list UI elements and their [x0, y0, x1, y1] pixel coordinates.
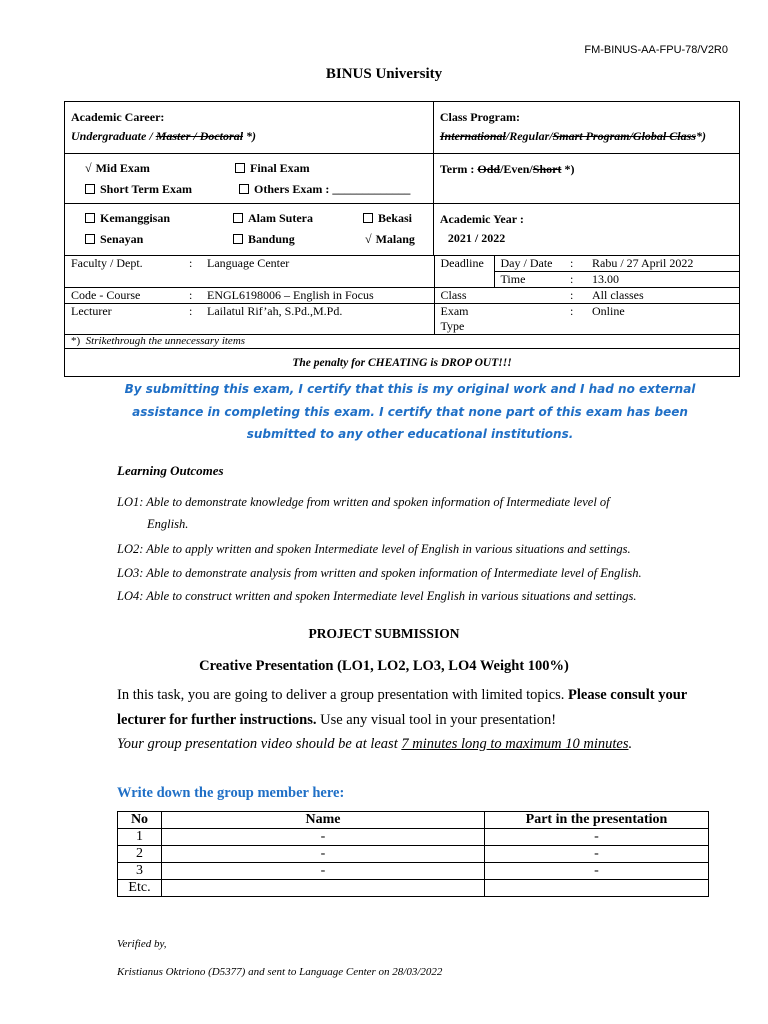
- day-date-label: Day / Date: [494, 256, 566, 272]
- academic-career-value: [71, 129, 427, 144]
- senayan-label: Senayan: [100, 232, 144, 246]
- column-header: No: [118, 812, 162, 829]
- member-name[interactable]: -: [162, 863, 485, 880]
- short-term-exam-label: Short Term Exam: [100, 182, 193, 196]
- learning-outcome-lo1: [117, 491, 717, 535]
- member-name[interactable]: [162, 880, 485, 897]
- colon: :: [566, 256, 586, 272]
- checkbox-icon: [239, 184, 249, 194]
- code-label: Code - Course: [71, 288, 141, 302]
- member-name[interactable]: -: [162, 846, 485, 863]
- lecturer-row: [65, 304, 434, 335]
- malang-label: Malang: [375, 232, 415, 246]
- checkbox-icon: [235, 163, 245, 173]
- column-header: Part in the presentation: [485, 812, 709, 829]
- task-bold: Please consult your lecturer for further instructions.: [117, 687, 687, 728]
- program-struck-international: International: [439, 129, 506, 143]
- option-short-term-exam: [85, 182, 239, 197]
- verified-by: Verified by,: [117, 938, 167, 950]
- university-title: BINUS University: [325, 66, 443, 82]
- verification-note: Kristianus Oktriono (D5377) and sent to Language Center on 28/03/2022: [117, 966, 443, 978]
- asterisk-mark: *): [71, 335, 81, 347]
- time-label: Time: [500, 272, 526, 286]
- member-no: 2: [118, 846, 162, 863]
- details-cell: [65, 256, 740, 335]
- member-no: 1: [118, 829, 162, 846]
- career-struck: Master / Doctoral: [155, 129, 244, 143]
- time-value: 13.00: [592, 272, 619, 286]
- member-part[interactable]: -: [485, 829, 709, 846]
- learning-outcome-lo4: LO4: Able to construct written and spoken Intermediate level English in various situations and settings.: [117, 589, 637, 603]
- option-alam-sutera: [233, 211, 363, 226]
- duration-underlined: 7 minutes long to maximum 10 minutes: [401, 736, 629, 752]
- program-suffix: *): [695, 129, 706, 143]
- checkbox-icon: [233, 234, 243, 244]
- member-no: 3: [118, 863, 162, 880]
- term-prefix: Term :: [439, 162, 478, 176]
- table-row: [118, 880, 709, 897]
- option-bandung: [233, 232, 365, 247]
- colon: :: [189, 288, 193, 302]
- exam-header-table: [64, 101, 740, 377]
- colon: :: [189, 304, 193, 318]
- learning-outcomes-heading: Learning Outcomes: [117, 463, 224, 478]
- class-program-value: [440, 129, 733, 144]
- exam-type-options-cell: [65, 154, 434, 204]
- task-description: [117, 683, 727, 757]
- checkbox-icon: [233, 213, 243, 223]
- duration-line: [117, 732, 727, 757]
- exam-type-label: Exam Type: [434, 304, 494, 335]
- program-regular: /Regular/: [505, 129, 553, 143]
- term-cell: [433, 154, 739, 204]
- document-code: FM-BINUS-AA-FPU-78/V2R0: [584, 44, 728, 56]
- learning-outcome-lo3: LO3: Able to demonstrate analysis from written and spoken information of Intermediate level of English.: [117, 566, 642, 580]
- academic-year-label: Academic Year :: [439, 212, 524, 226]
- mid-exam-label: Mid Exam: [95, 161, 150, 175]
- table-row: [118, 846, 709, 863]
- faculty-row: [65, 256, 434, 288]
- lecturer-value: Lailatul Rif’ah, S.Pd.,M.Pd.: [207, 304, 343, 318]
- table-row: [118, 829, 709, 846]
- member-name[interactable]: -: [162, 829, 485, 846]
- term-suffix: *): [561, 162, 575, 176]
- day-date-value: Rabu / 27 April 2022: [586, 256, 739, 272]
- option-others-exam: [239, 182, 410, 197]
- academic-year-value: 2021 / 2022: [447, 231, 506, 245]
- certification-statement: By submitting this exam, I certify that this is my original work and I had no external assistance in completing this exam. I certify that none part of this exam has been submitted to any other educational institutions.: [124, 382, 696, 441]
- penalty-notice: The penalty for CHEATING is DROP OUT!!!: [65, 349, 740, 377]
- check-mark-icon: √: [85, 161, 92, 175]
- group-member-heading: Write down the group member here:: [117, 785, 345, 801]
- duration-suffix: .: [628, 736, 633, 752]
- option-kemanggisan: [85, 211, 233, 226]
- academic-career-label: Academic Career:: [71, 110, 165, 124]
- member-no: Etc.: [118, 880, 162, 897]
- task-text-2: Use any visual tool in your presentation!: [316, 711, 557, 728]
- table-row: [118, 863, 709, 880]
- program-struck-smart: Smart Program/Global Class: [552, 129, 696, 143]
- bandung-label: Bandung: [248, 232, 295, 246]
- member-part[interactable]: -: [485, 863, 709, 880]
- checkbox-icon: [85, 184, 95, 194]
- check-mark-icon: √: [365, 232, 372, 246]
- class-program-label: Class Program:: [439, 110, 520, 124]
- colon: :: [566, 288, 586, 304]
- exam-type-value: Online: [586, 304, 739, 335]
- option-bekasi: [363, 211, 412, 226]
- bekasi-label: Bekasi: [378, 211, 413, 225]
- term-struck-short: Short: [532, 162, 562, 176]
- faculty-label: Faculty / Dept.: [71, 256, 143, 270]
- strike-note: Strikethrough the unnecessary items: [85, 335, 246, 347]
- option-senayan: [85, 232, 233, 247]
- academic-year-cell: [433, 204, 739, 256]
- career-undergraduate: Undergraduate /: [71, 129, 156, 143]
- faculty-value: Language Center: [207, 256, 290, 270]
- learning-outcome-lo2: LO2: Able to apply written and spoken Intermediate level of English in various situations and settings.: [117, 542, 631, 556]
- career-suffix: *): [243, 129, 257, 143]
- group-member-table: [117, 811, 709, 897]
- option-malang: [365, 232, 415, 247]
- lo1-text: LO1: Able to demonstrate knowledge from written and spoken information of Intermediate level of: [117, 495, 610, 509]
- option-final-exam: [235, 161, 310, 176]
- project-submission-title: PROJECT SUBMISSION: [308, 626, 460, 641]
- lo1-continued: English.: [147, 517, 189, 531]
- strike-note-cell: [65, 335, 740, 349]
- kemanggisan-label: Kemanggisan: [100, 211, 171, 225]
- details-table: [65, 256, 739, 334]
- class-label: Class: [434, 288, 494, 304]
- alam-sutera-label: Alam Sutera: [248, 211, 313, 225]
- option-mid-exam: [85, 161, 235, 176]
- duration-prefix: Your group presentation video should be at least: [117, 736, 402, 752]
- lecturer-label: Lecturer: [71, 304, 112, 318]
- checkbox-icon: [363, 213, 373, 223]
- term-value: [440, 162, 733, 177]
- member-part[interactable]: -: [485, 846, 709, 863]
- term-struck-odd: Odd: [477, 162, 501, 176]
- colon: :: [570, 272, 574, 286]
- final-exam-label: Final Exam: [250, 161, 310, 175]
- campus-options-cell: [65, 204, 434, 256]
- term-even: /Even/: [500, 162, 533, 176]
- academic-career-cell: [65, 102, 434, 154]
- task-text-1: In this task, you are going to deliver a group presentation with limited topics.: [117, 687, 569, 703]
- checkbox-icon: [85, 213, 95, 223]
- colon: :: [566, 304, 586, 335]
- column-header: Name: [162, 812, 485, 829]
- class-program-cell: [433, 102, 739, 154]
- code-course-row: [65, 288, 434, 304]
- checkbox-icon: [85, 234, 95, 244]
- code-value: ENGL6198006 – English in Focus: [207, 288, 374, 302]
- creative-presentation-title: Creative Presentation (LO1, LO2, LO3, LO4 Weight 100%): [199, 658, 569, 674]
- deadline-label: Deadline: [434, 256, 494, 288]
- class-value: All classes: [586, 288, 739, 304]
- member-part[interactable]: [485, 880, 709, 897]
- others-exam-label: Others Exam : _____________: [254, 182, 411, 196]
- colon: :: [189, 256, 193, 270]
